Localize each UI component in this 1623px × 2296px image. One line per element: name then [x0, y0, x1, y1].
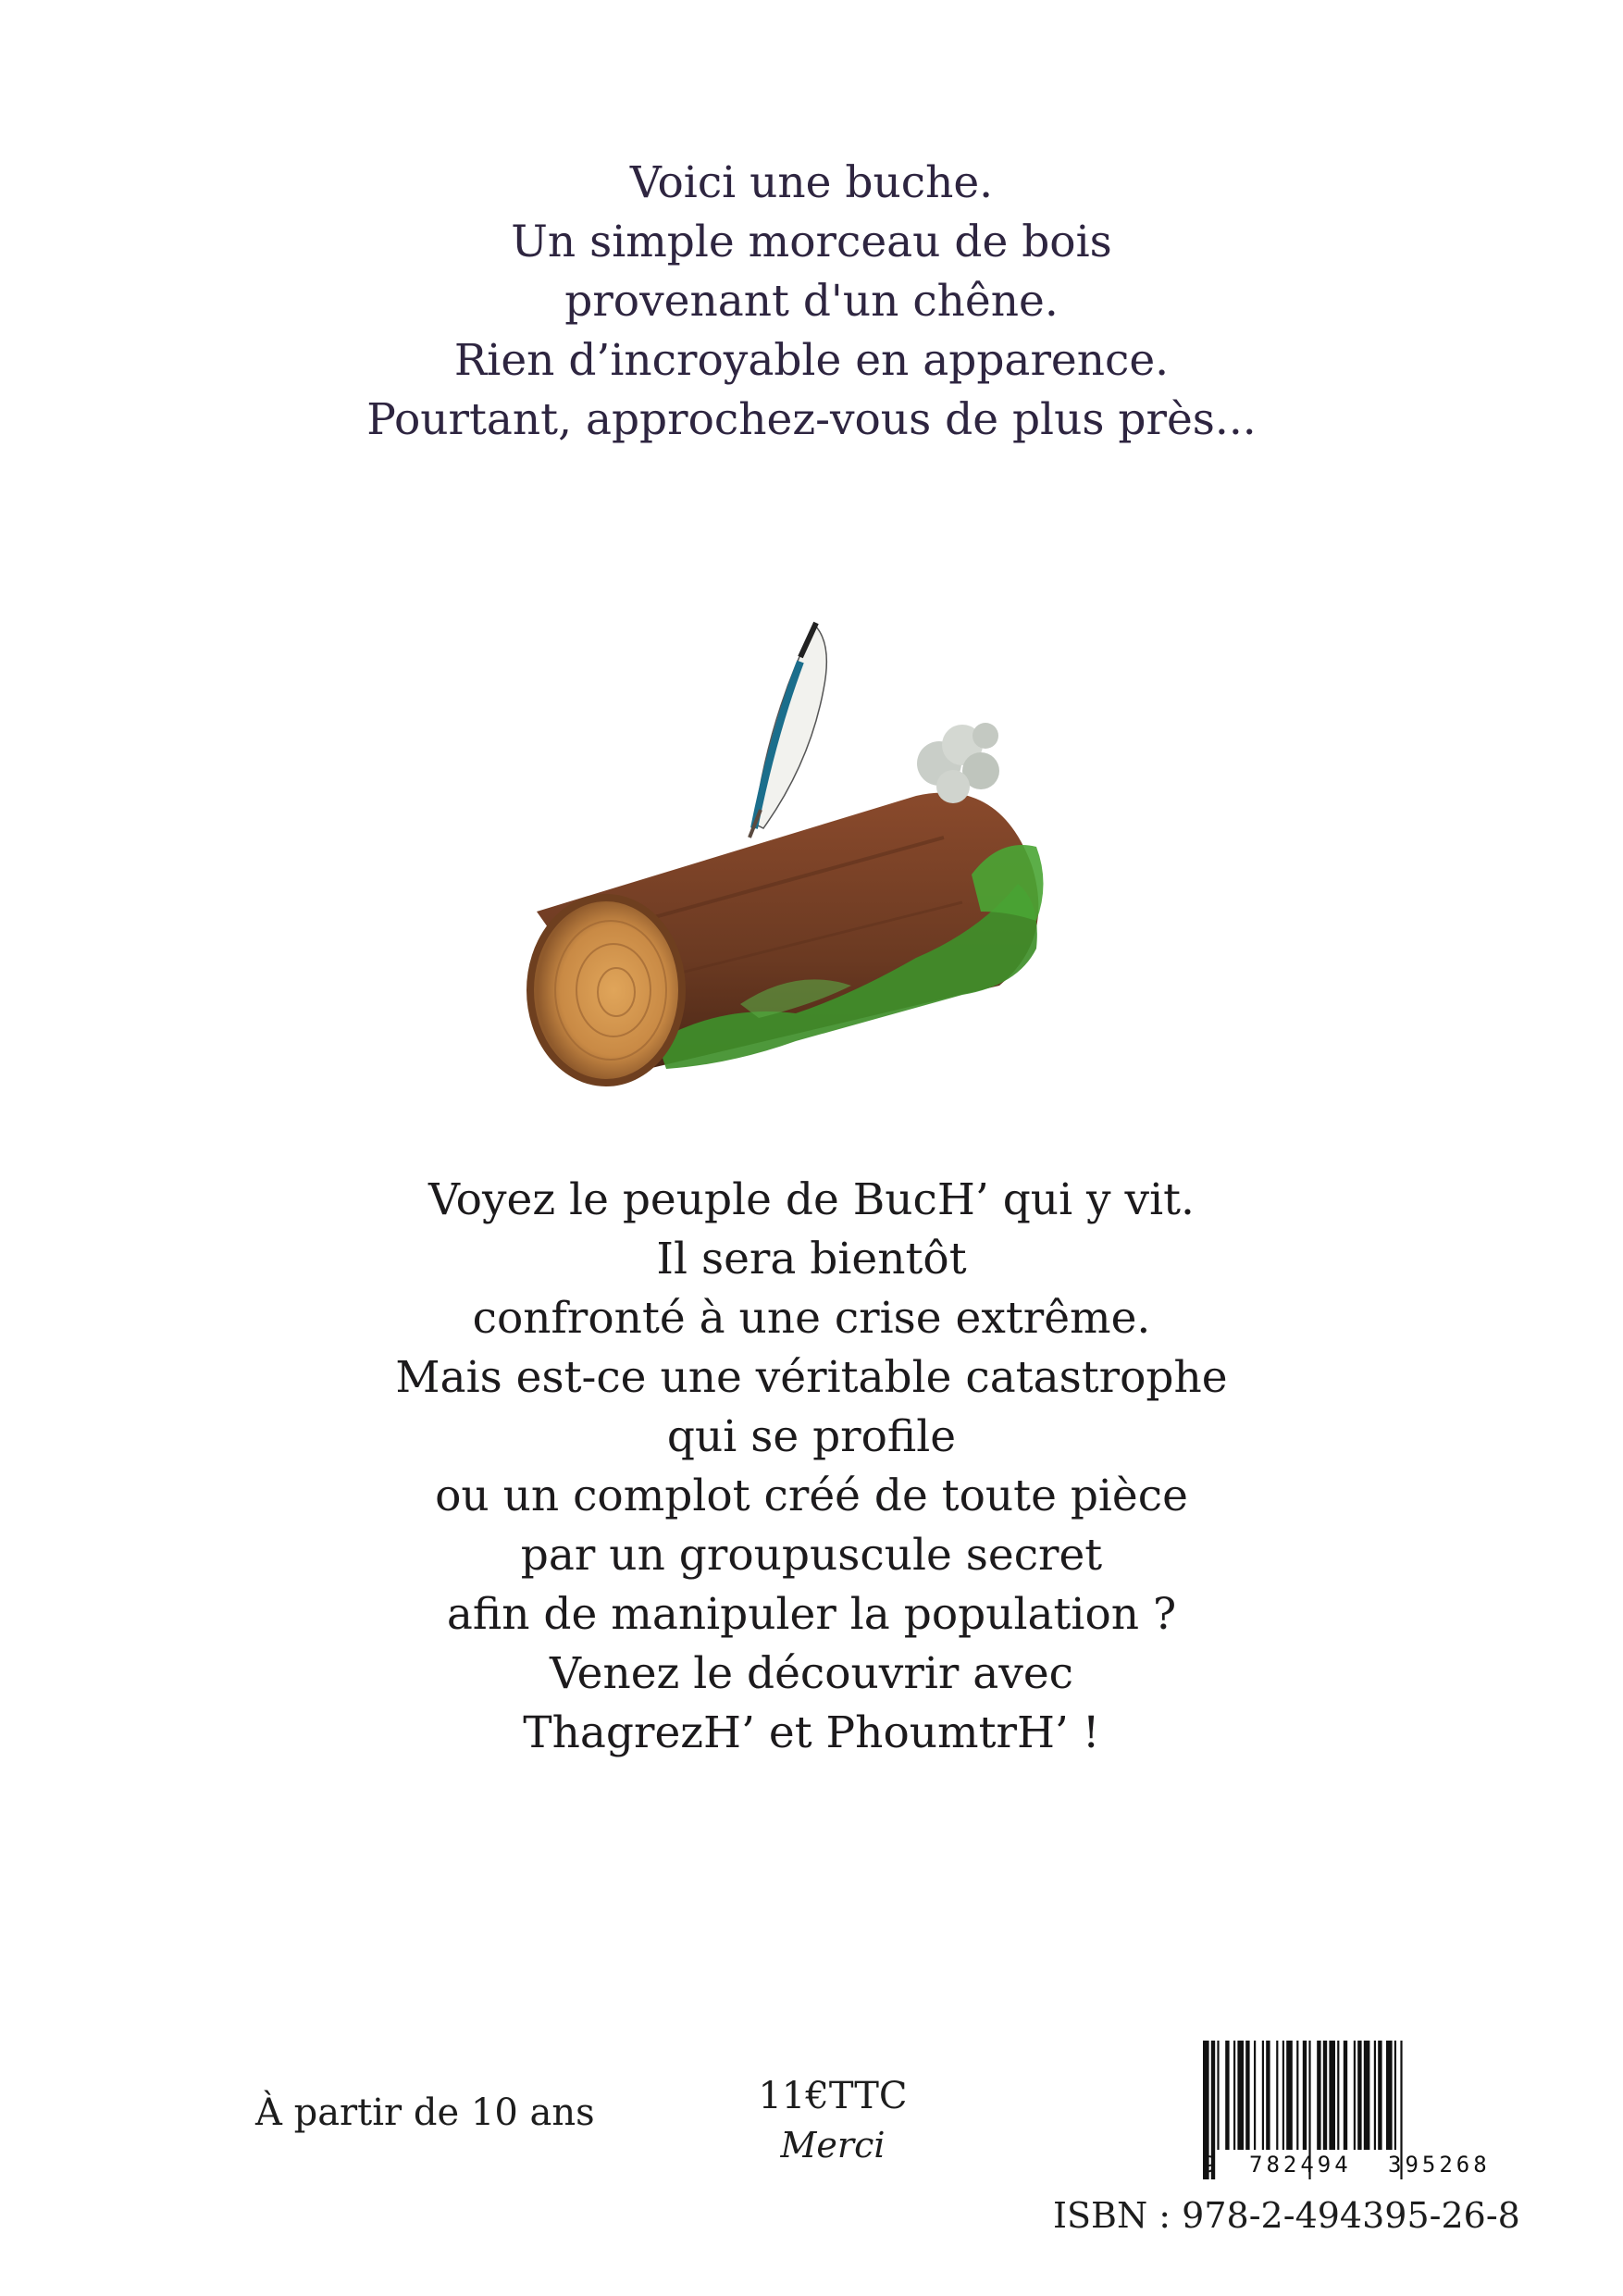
barcode-bar	[1276, 2041, 1278, 2150]
barcode-bar	[1254, 2041, 1256, 2150]
intro-line: Un simple morceau de bois	[511, 217, 1112, 267]
log-cut-end	[530, 898, 682, 1083]
barcode-bar	[1237, 2041, 1244, 2150]
barcode-bar	[1354, 2041, 1356, 2150]
isbn: ISBN : 978-2-494395-26-8	[1053, 2195, 1520, 2236]
story-line: confronté à une crise extrême.	[472, 1293, 1151, 1344]
barcode-digit-group: 782494	[1249, 2152, 1352, 2178]
barcode-bar	[1303, 2041, 1307, 2150]
barcode-bar	[1245, 2041, 1249, 2150]
thanks-text: Merci	[780, 2125, 886, 2166]
barcode-bar	[1329, 2041, 1335, 2150]
intro-line: Rien d’incroyable en apparence.	[453, 335, 1170, 386]
story-line: Mais est-ce une véritable catastrophe	[395, 1352, 1228, 1403]
barcode-bar	[1344, 2041, 1347, 2150]
price: 11€TTC	[758, 2075, 908, 2117]
barcode-bar	[1364, 2041, 1370, 2150]
barcode-bar	[1286, 2041, 1293, 2150]
barcode-bar	[1266, 2041, 1270, 2150]
price-block	[703, 2071, 962, 2169]
age-recommendation: À partir de 10 ans	[255, 2091, 595, 2134]
story-line: Venez le découvrir avec	[550, 1648, 1073, 1699]
story-line: par un groupuscule secret	[520, 1530, 1103, 1581]
story-line: Il sera bientôt	[656, 1234, 967, 1285]
barcode-bar	[1296, 2041, 1298, 2150]
intro-line: provenant d'un chêne.	[564, 276, 1059, 327]
barcode-bar	[1337, 2041, 1339, 2150]
story-line: ThagrezH’ et PhoumtrH’ !	[523, 1707, 1100, 1758]
barcode-bar	[1282, 2041, 1284, 2150]
feather	[750, 623, 826, 838]
barcode-bar	[1378, 2041, 1381, 2150]
barcode-digit-group: 395268	[1388, 2152, 1491, 2178]
barcode-bar	[1317, 2041, 1320, 2150]
lichen	[917, 723, 999, 803]
story-line: Voyez le peuple de BucH’ qui y vit.	[428, 1174, 1195, 1225]
intro-line: Pourtant, approchez-vous de plus près...	[366, 394, 1257, 445]
story-text	[0, 1171, 1623, 1763]
barcode-bar	[1357, 2041, 1361, 2150]
story-line: ou un complot créé de toute pièce	[435, 1471, 1188, 1521]
barcode-bar	[1233, 2041, 1235, 2150]
barcode-bar	[1394, 2041, 1396, 2150]
barcode-digit-lead: 9	[1203, 2152, 1217, 2178]
barcode-bar	[1374, 2041, 1376, 2150]
log-illustration	[518, 606, 1092, 1087]
barcode-bar	[1386, 2041, 1393, 2150]
barcode-bar	[1323, 2041, 1327, 2150]
barcode-bar	[1217, 2041, 1219, 2150]
story-line: afin de manipuler la population ?	[446, 1589, 1177, 1640]
intro-text	[0, 154, 1623, 450]
intro-line: Voici une buche.	[629, 157, 994, 208]
story-line: qui se profile	[666, 1411, 957, 1462]
barcode-bar	[1262, 2041, 1264, 2150]
barcode-bar	[1225, 2041, 1229, 2150]
